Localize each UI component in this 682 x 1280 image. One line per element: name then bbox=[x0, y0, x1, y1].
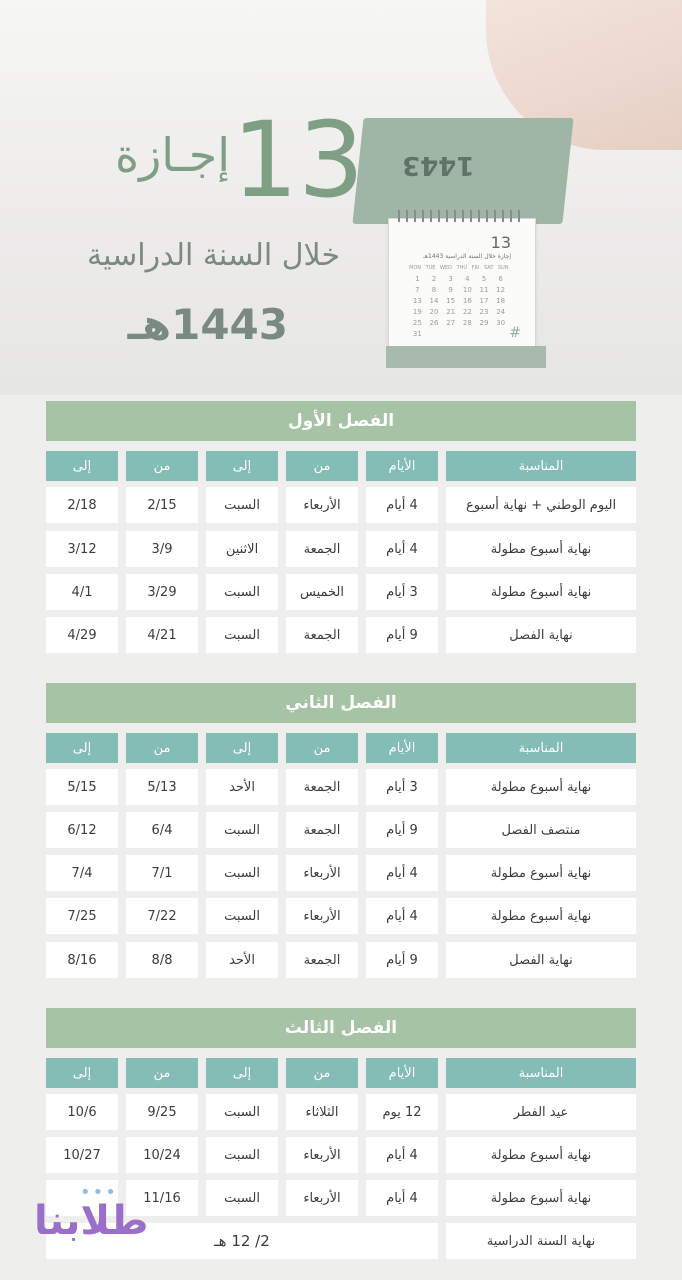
header-occasion: المناسبة bbox=[446, 733, 636, 763]
days-cell: 3 أيام bbox=[366, 574, 438, 610]
occasion-cell: نهاية أسبوع مطولة bbox=[446, 769, 636, 805]
calendar-date: 24 bbox=[496, 308, 506, 316]
from-date-cell: 11/16 bbox=[126, 1180, 198, 1216]
header-days: الأيام bbox=[366, 733, 438, 763]
days-cell: 9 أيام bbox=[366, 942, 438, 978]
calendar-date: 8 bbox=[431, 286, 437, 294]
logo-text: طلابنا bbox=[34, 1198, 149, 1244]
calendar-date: 2 bbox=[431, 275, 437, 283]
days-cell: 4 أيام bbox=[366, 1180, 438, 1216]
calendar-date: 22 bbox=[462, 308, 472, 316]
from-date-cell: 3/9 bbox=[126, 531, 198, 567]
calendar-date: 29 bbox=[479, 319, 489, 327]
to-date-cell: 2/18 bbox=[46, 487, 118, 523]
table-row bbox=[46, 942, 636, 978]
to-day-cell: السبت bbox=[206, 898, 278, 934]
semester-title: الفصل الأول bbox=[46, 401, 636, 441]
to-date-cell: 4/1 bbox=[46, 574, 118, 610]
header-from-day: من bbox=[286, 451, 358, 481]
to-day-cell: السبت bbox=[206, 812, 278, 848]
to-date-cell: 5/15 bbox=[46, 769, 118, 805]
occasion-cell: نهاية أسبوع مطولة bbox=[446, 531, 636, 567]
calendar-date: 21 bbox=[446, 308, 456, 316]
from-date-cell: 9/25 bbox=[126, 1094, 198, 1130]
table-row bbox=[46, 1094, 636, 1130]
header-from-day: من bbox=[286, 733, 358, 763]
occasion-cell: منتصف الفصل bbox=[446, 812, 636, 848]
occasion-cell: نهاية أسبوع مطولة bbox=[446, 898, 636, 934]
to-day-cell: الاثنين bbox=[206, 531, 278, 567]
calendar-date: 7 bbox=[415, 286, 420, 294]
calendar-date: 9 bbox=[448, 286, 453, 294]
to-date-cell: 3/12 bbox=[46, 531, 118, 567]
days-cell: 12 يوم bbox=[366, 1094, 438, 1130]
to-day-cell: السبت bbox=[206, 487, 278, 523]
from-date-cell: 3/29 bbox=[126, 574, 198, 610]
from-day-cell: الأربعاء bbox=[286, 487, 358, 523]
calendar-date: 25 bbox=[412, 319, 422, 327]
from-date-cell: 7/1 bbox=[126, 855, 198, 891]
calendar-date: 1 bbox=[415, 275, 420, 283]
header-to-day: إلى bbox=[206, 733, 278, 763]
from-day-cell: الجمعة bbox=[286, 531, 358, 567]
from-date-cell: 5/13 bbox=[126, 769, 198, 805]
to-day-cell: السبت bbox=[206, 574, 278, 610]
header-to-day: إلى bbox=[206, 1058, 278, 1088]
table-row bbox=[46, 1137, 636, 1173]
from-day-cell: الأربعاء bbox=[286, 855, 358, 891]
hero-year: 1443هـ bbox=[127, 300, 288, 349]
calendar-date: 28 bbox=[462, 319, 472, 327]
header-from-date: من bbox=[126, 733, 198, 763]
occasion-cell: نهاية أسبوع مطولة bbox=[446, 1180, 636, 1216]
calendar-date: 26 bbox=[429, 319, 439, 327]
header-days: الأيام bbox=[366, 1058, 438, 1088]
from-date-cell: 6/4 bbox=[126, 812, 198, 848]
calendar-date: 17 bbox=[479, 297, 489, 305]
table-header-row bbox=[46, 733, 636, 763]
from-day-cell: الجمعة bbox=[286, 812, 358, 848]
calendar-date: 10 bbox=[462, 286, 472, 294]
calendar-date: 27 bbox=[446, 319, 456, 327]
to-day-cell: السبت bbox=[206, 1094, 278, 1130]
days-cell: 4 أيام bbox=[366, 855, 438, 891]
occasion-cell: نهاية السنة الدراسية bbox=[446, 1223, 636, 1259]
occasion-cell: عيد الفطر bbox=[446, 1094, 636, 1130]
calendar-date: 30 bbox=[496, 319, 506, 327]
calendar-caption: إجازة خلال السنة الدراسية 1443هـ bbox=[423, 253, 511, 260]
hero-subtitle: خلال السنة الدراسية bbox=[86, 238, 340, 273]
calendar-page bbox=[388, 218, 536, 350]
to-date-cell: 6/12 bbox=[46, 812, 118, 848]
to-day-cell: السبت bbox=[206, 1137, 278, 1173]
to-day-cell: السبت bbox=[206, 855, 278, 891]
from-date-cell: 10/24 bbox=[126, 1137, 198, 1173]
days-cell: 3 أيام bbox=[366, 769, 438, 805]
to-date-cell: 10/6 bbox=[46, 1094, 118, 1130]
calendar-date: 20 bbox=[429, 308, 439, 316]
calendar-date: 23 bbox=[479, 308, 489, 316]
logo-dots-icon: ••• bbox=[80, 1182, 118, 1203]
days-cell: 4 أيام bbox=[366, 1137, 438, 1173]
from-day-cell: الأربعاء bbox=[286, 1137, 358, 1173]
header-occasion: المناسبة bbox=[446, 451, 636, 481]
table-row bbox=[46, 898, 636, 934]
site-logo[interactable] bbox=[28, 1182, 149, 1252]
calendar-date: 4 bbox=[465, 275, 470, 283]
holiday-count: 13 bbox=[232, 99, 365, 221]
to-day-cell: الأحد bbox=[206, 942, 278, 978]
calendar-date: 11 bbox=[479, 286, 489, 294]
semester-title: الفصل الثاني bbox=[46, 683, 636, 723]
calendar-date-grid bbox=[409, 275, 509, 338]
occasion-cell: نهاية أسبوع مطولة bbox=[446, 855, 636, 891]
table-row bbox=[46, 574, 636, 610]
to-day-cell: الأحد bbox=[206, 769, 278, 805]
from-day-cell: الأربعاء bbox=[286, 1180, 358, 1216]
occasion-cell: نهاية أسبوع مطولة bbox=[446, 574, 636, 610]
days-cell: 9 أيام bbox=[366, 812, 438, 848]
from-date-cell: 7/22 bbox=[126, 898, 198, 934]
occasion-cell: نهاية أسبوع مطولة bbox=[446, 1137, 636, 1173]
to-day-cell: السبت bbox=[206, 1180, 278, 1216]
from-day-cell: الجمعة bbox=[286, 617, 358, 653]
from-day-cell: الخميس bbox=[286, 574, 358, 610]
calendar-date: 18 bbox=[496, 297, 506, 305]
days-cell: 4 أيام bbox=[366, 898, 438, 934]
to-day-cell: السبت bbox=[206, 617, 278, 653]
table-row bbox=[46, 812, 636, 848]
from-date-cell: 2/15 bbox=[126, 487, 198, 523]
calendar-date: 31 bbox=[412, 330, 422, 338]
to-date-cell: 10/27 bbox=[46, 1137, 118, 1173]
to-date-cell: 4/29 bbox=[46, 617, 118, 653]
table-row bbox=[46, 487, 636, 523]
header-to-date: إلى bbox=[46, 1058, 118, 1088]
calendar-date: 12 bbox=[496, 286, 506, 294]
calendar-date: 13 bbox=[412, 297, 422, 305]
from-day-cell: الأربعاء bbox=[286, 898, 358, 934]
calendar-date: 6 bbox=[498, 275, 503, 283]
table-header-row bbox=[46, 1058, 636, 1088]
calendar-date: 15 bbox=[446, 297, 456, 305]
spiral-binding bbox=[398, 210, 526, 222]
calendar-flap-year: 1443 bbox=[402, 150, 475, 180]
calendar-date: 16 bbox=[462, 297, 472, 305]
hashtag-icon: # bbox=[509, 325, 521, 341]
table-header-row bbox=[46, 451, 636, 481]
to-date-cell: 7/4 bbox=[46, 855, 118, 891]
calendar-date: 3 bbox=[448, 275, 453, 283]
header-from-date: من bbox=[126, 1058, 198, 1088]
to-date-cell: 8/16 bbox=[46, 942, 118, 978]
final-date-cell: 2/ 12 هـ bbox=[46, 1223, 438, 1259]
header-from-day: من bbox=[286, 1058, 358, 1088]
header-to-date: إلى bbox=[46, 451, 118, 481]
from-day-cell: الجمعة bbox=[286, 942, 358, 978]
from-date-cell: 4/21 bbox=[126, 617, 198, 653]
from-day-cell: الثلاثاء bbox=[286, 1094, 358, 1130]
days-cell: 4 أيام bbox=[366, 531, 438, 567]
semester-title: الفصل الثالث bbox=[46, 1008, 636, 1048]
header-from-date: من bbox=[126, 451, 198, 481]
from-day-cell: الجمعة bbox=[286, 769, 358, 805]
calendar-date: 5 bbox=[481, 275, 487, 283]
holiday-word: إجـازة bbox=[114, 128, 230, 182]
table-row bbox=[46, 855, 636, 891]
header-occasion: المناسبة bbox=[446, 1058, 636, 1088]
header-to-date: إلى bbox=[46, 733, 118, 763]
calendar-date: 19 bbox=[412, 308, 422, 316]
calendar-number: 13 bbox=[490, 233, 511, 252]
occasion-cell: نهاية الفصل bbox=[446, 617, 636, 653]
table-row bbox=[46, 769, 636, 805]
header-days: الأيام bbox=[366, 451, 438, 481]
table-row bbox=[46, 531, 636, 567]
calendar-stand bbox=[386, 346, 546, 368]
calendar-date: 14 bbox=[429, 297, 439, 305]
calendar-weekdays: MON TUE WED THU FRI SAT SUN bbox=[409, 265, 509, 271]
occasion-cell: نهاية الفصل bbox=[446, 942, 636, 978]
from-date-cell: 8/8 bbox=[126, 942, 198, 978]
days-cell: 9 أيام bbox=[366, 617, 438, 653]
days-cell: 4 أيام bbox=[366, 487, 438, 523]
table-row bbox=[46, 617, 636, 653]
occasion-cell: اليوم الوطني + نهاية أسبوع bbox=[446, 487, 636, 523]
header-to-day: إلى bbox=[206, 451, 278, 481]
to-date-cell: 7/25 bbox=[46, 898, 118, 934]
